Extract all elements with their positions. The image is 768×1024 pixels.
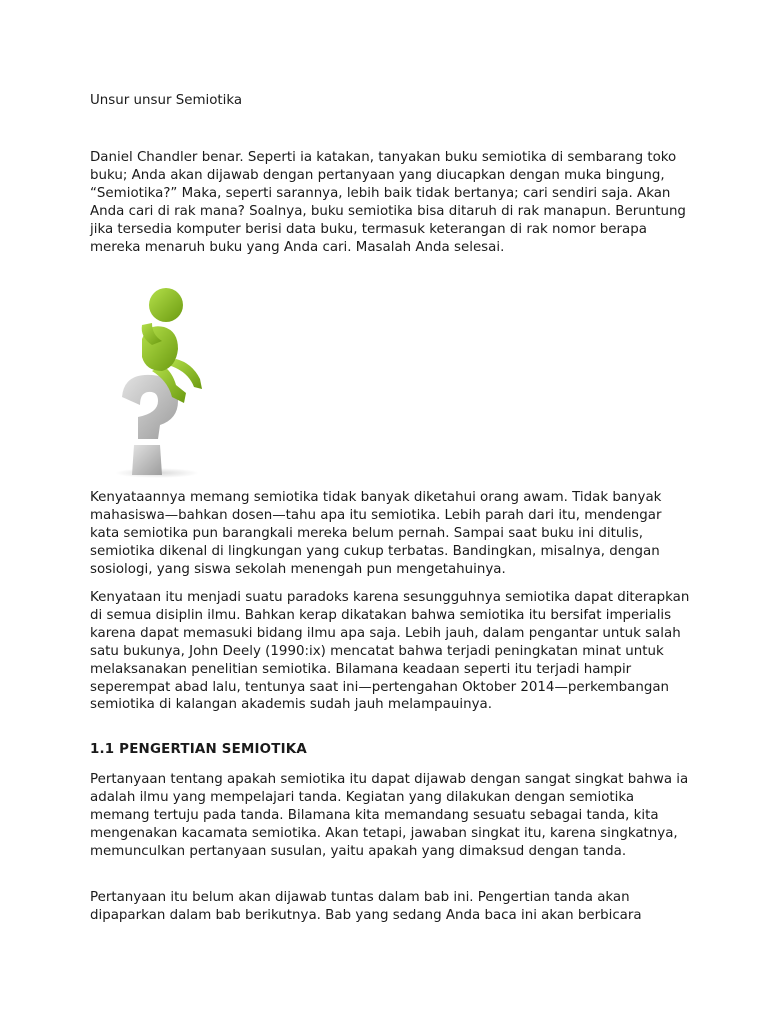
thinking-figure-on-question-mark-icon (112, 285, 212, 480)
paragraph-intro: Daniel Chandler benar. Seperti ia katakan, tanyakan buku semiotika di sembarang toko buku; Anda akan dijawab dengan pertanyaan yang diucapkan dengan muka bingung, “Semiotika?” Maka, seperti sarannya, lebih baik tidak bertanya; cari sendiri saja. Akan Anda cari di rak mana? Soalnya, buku semiotika bisa ditaruh di rak manapun. Beruntung jika tersedia komputer berisi data buku, termasuk keterangan di rak nomor berapa mereka menaruh buku yang Anda cari. Masalah Anda selesai. (90, 150, 686, 255)
paragraph-paradoks: Kenyataan itu menjadi suatu paradoks karena sesungguhnya semiotika dapat diterapkan di semua disiplin ilmu. Bahkan kerap dikatakan bahwa semiotika itu bersifat imperialis karena dapat memasuki bidang ilmu apa saja. Lebih jauh, dalam pengantar untuk salah satu bukunya, John Deely (1990:ix) mencatat bahwa terjadi peningkatan minat untuk melaksanakan penelitian semiotika. Bilamana keadaan seperti itu terjadi hampir seperempat abad lalu, tentunya saat ini—pertengahan Oktober 2014—perkembangan semiotika di kalangan akademis sudah jauh melampauinya. (90, 590, 690, 713)
section-heading: 1.1 PENGERTIAN SEMIOTIKA (90, 742, 307, 757)
paragraph-kenyataannya: Kenyataannya memang semiotika tidak banyak diketahui orang awam. Tidak banyak mahasiswa—bahkan dosen—tahu apa itu semiotika. Lebih parah dari itu, mendengar kata semiotika pun barangkali mereka belum pernah. Sampai saat buku ini ditulis, semiotika dikenal di lingkungan yang cukup terbatas. Bandingkan, misalnya, dengan sosiologi, yang siswa sekolah menengah pun mengetahuinya. (90, 490, 662, 577)
paragraph-pengertian: Pertanyaan tentang apakah semiotika itu dapat dijawab dengan sangat singkat bahwa ia adalah ilmu yang mempelajari tanda. Kegiatan yang dilakukan dengan semiotika memang tertuju pada tanda. Bilamana kita memandang sesuatu sebagai tanda, kita mengenakan kacamata semiotika. Akan tetapi, jawaban singkat itu, karena singkatnya, memunculkan pertanyaan susulan, yaitu apakah yang dimaksud dengan tanda. (90, 772, 689, 859)
paragraph-pertanyaan: Pertanyaan itu belum akan dijawab tuntas dalam bab ini. Pengertian tanda akan dipaparkan dalam bab berikutnya. Bab yang sedang Anda baca ini akan berbicara (90, 890, 642, 923)
document-title: Unsur unsur Semiotika (90, 93, 243, 108)
